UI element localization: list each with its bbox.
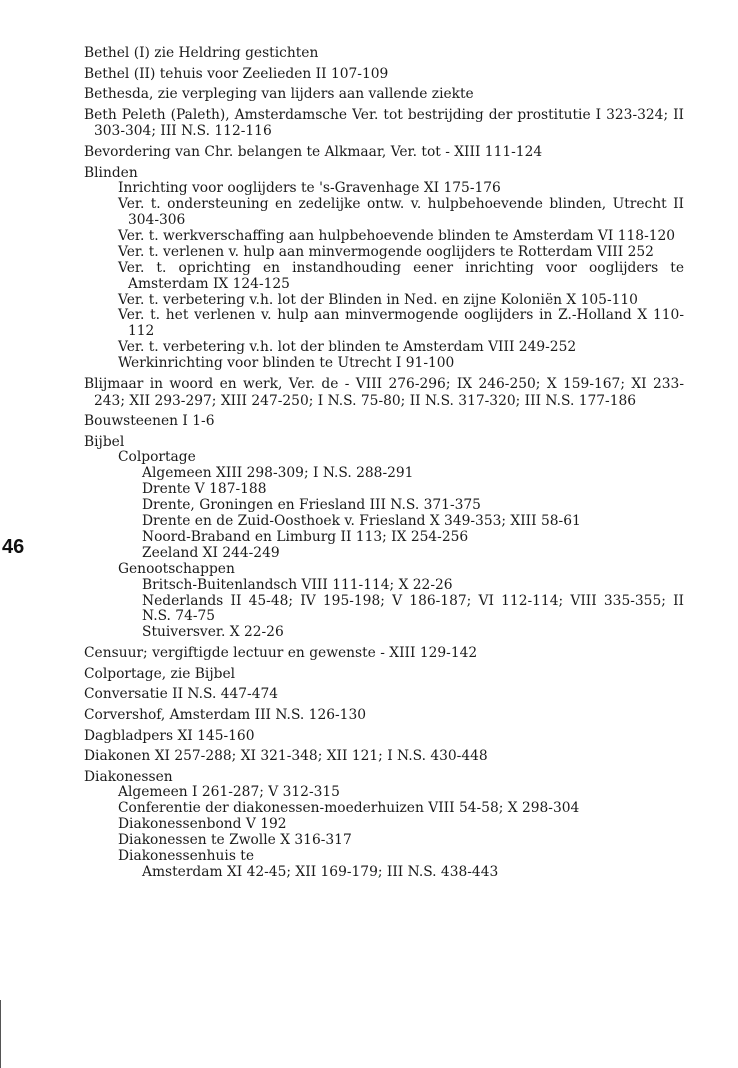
index-entry: Bethel (II) tehuis voor Zeelieden II 107-109 xyxy=(84,65,389,82)
index-heading: Bijbel xyxy=(84,433,125,450)
index-subentry: Ver. t. ondersteuning en zedelijke ontw. v. hulpbehoevende blinden, Utrecht II 304-306 xyxy=(118,196,684,228)
index-subsubentry: Algemeen XIII 298-309; I N.S. 288-291 xyxy=(142,465,414,482)
page-number: 46 xyxy=(2,536,25,558)
index-entry: Beth Peleth (Paleth), Amsterdamsche Ver. tot bestrijding der prostitutie I 323-324; II 303-304; III N.S. 112-116 xyxy=(84,106,684,140)
index-subentry: Ver. t. oprichting en instandhouding eener inrichting voor ooglijders te Amsterdam IX 124-125 xyxy=(118,259,684,292)
index-subentry: Diakonessenbond V 192 xyxy=(118,816,287,833)
index-subentry: Conferentie der diakonessen-moederhuizen VIII 54-58; X 298-304 xyxy=(118,800,580,817)
index-subsubentry: Drente V 187-188 xyxy=(142,481,267,498)
index-subentry: Diakonessenhuis te xyxy=(118,848,254,865)
index-subentry: Ver. t. verbetering v.h. lot der Blinden in Ned. en zijne Koloniën X 105-110 xyxy=(118,291,638,308)
index-subsubentry: Drente en de Zuid-Oosthoek v. Friesland X 349-353; XIII 58-61 xyxy=(142,513,581,530)
index-group-blinden xyxy=(84,165,684,372)
index-group-bijbel xyxy=(84,434,684,641)
index-subsubentry: Noord-Braband en Limburg II 113; IX 254-256 xyxy=(142,528,469,545)
index-subsubentry: Stuiversver. X 22-26 xyxy=(142,624,284,641)
index-entry: Bethesda, zie verpleging van lijders aan vallende ziekte xyxy=(84,86,474,103)
index-subentry: Ver. t. verbetering v.h. lot der blinden te Amsterdam VIII 249-252 xyxy=(118,339,577,356)
index-entry: Diakonen XI 257-288; XI 321-348; XII 121; I N.S. 430-448 xyxy=(84,748,488,765)
index-subheading: Genootschappen xyxy=(118,560,235,577)
index-list xyxy=(84,45,684,881)
margin-rule xyxy=(0,1000,1,1068)
index-group-diakonessen xyxy=(84,769,684,881)
index-heading: Blinden xyxy=(84,164,138,181)
index-subsubentry: Nederlands II 45-48; IV 195-198; V 186-187; VI 112-114; VIII 335-355; II N.S. 74-75 xyxy=(142,592,684,625)
index-subsubentry: Zeeland XI 244-249 xyxy=(142,544,280,561)
index-entry: Conversatie II N.S. 447-474 xyxy=(84,686,279,703)
index-subsubentry: Amsterdam XI 42-45; XII 169-179; III N.S. 438-443 xyxy=(142,863,499,880)
index-subentry: Ver. t. het verlenen v. hulp aan minvermogende ooglijders in Z.-Holland X 110-112 xyxy=(118,307,684,340)
index-subsubentry: Drente, Groningen en Friesland III N.S. 371-375 xyxy=(142,497,481,514)
index-subentry: Algemeen I 261-287; V 312-315 xyxy=(118,784,340,801)
index-subentry: Ver. t. werkverschaffing aan hulpbehoevende blinden te Amsterdam VI 118-120 xyxy=(118,227,676,244)
index-entry: Blijmaar in woord en werk, Ver. de - VIII 276-296; IX 246-250; X 159-167; XI 233-243; XII 293-297; XIII 247-250; I N.S. 75-80; II N.S. 317-320; III N.S. 177-186 xyxy=(84,376,684,409)
index-subentry: Ver. t. verlenen v. hulp aan minvermogende ooglijders te Rotterdam VIII 252 xyxy=(118,243,654,260)
index-subsubentry: Britsch-Buitenlandsch VIII 111-114; X 22-26 xyxy=(142,576,453,593)
index-subentry: Werkinrichting voor blinden te Utrecht I 91-100 xyxy=(118,355,455,372)
index-entry: Bevordering van Chr. belangen te Alkmaar, Ver. tot - XIII 111-124 xyxy=(84,143,543,160)
index-subentry: Inrichting voor ooglijders te 's-Gravenhage XI 175-176 xyxy=(118,180,501,197)
index-entry: Corvershof, Amsterdam III N.S. 126-130 xyxy=(84,707,367,724)
index-heading: Diakonessen xyxy=(84,768,173,785)
index-entry: Colportage, zie Bijbel xyxy=(84,665,236,682)
index-entry: Censuur; vergiftigde lectuur en gewenste - XIII 129-142 xyxy=(84,645,478,662)
index-subentry: Diakonessen te Zwolle X 316-317 xyxy=(118,832,352,849)
index-subheading: Colportage xyxy=(118,449,196,466)
index-entry: Bethel (I) zie Heldring gestichten xyxy=(84,45,319,61)
index-entry: Dagbladpers XI 145-160 xyxy=(84,727,255,744)
index-entry: Bouwsteenen I 1-6 xyxy=(84,413,215,430)
